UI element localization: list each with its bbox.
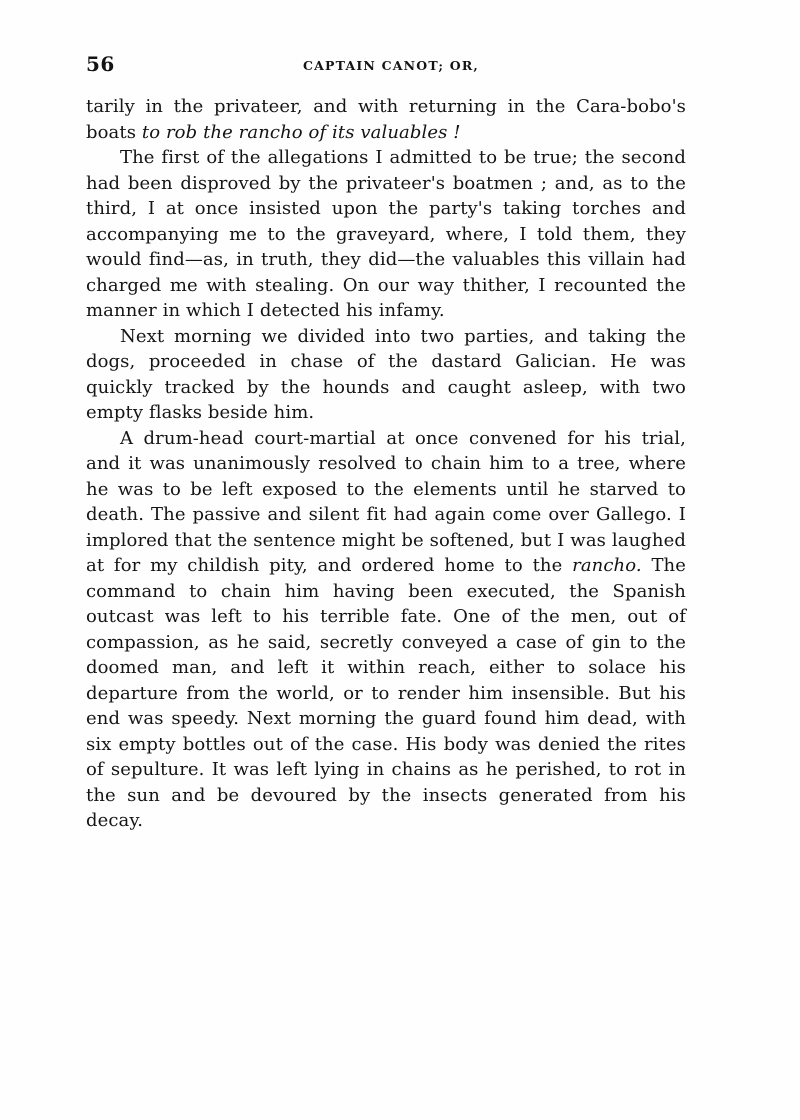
running-head [86, 52, 686, 82]
text-segment: tarily in the privateer, and with returning in the Cara-bobo's boats [86, 96, 686, 143]
paragraph-court-martial [86, 426, 686, 834]
paragraph-allegations [86, 145, 686, 324]
paragraph-chase [86, 324, 686, 426]
body-text [86, 94, 686, 834]
page-number: 56 [86, 52, 115, 76]
italic-text-segment: to rob the rancho of its valuables ! [141, 121, 461, 143]
text-segment: The command to chain him having been executed, the Spanish outcast was left to his terrible fate. One of the men, out of compassion, as he said, secretly conveyed a case of gin to the doomed man, and left it within reach, either to solace his departure from the world, or to render him insensible. But his end was speedy. Next morning the guard found him dead, with six empty bottles out of the case. His body was denied the rites of sepulture. It was left lying in chains as he perished, to rot in the sun and be devoured by the insects generated from his decay. [86, 555, 686, 831]
text-segment: Next morning we divided into two parties, and taking the dogs, proceeded in chase of the dastard Galician. He was quickly tracked by the hounds and caught asleep, with two empty flasks beside him. [86, 325, 686, 423]
italic-text-segment: rancho. [572, 555, 642, 576]
paragraph-continuation [86, 94, 686, 145]
running-title: CAPTAIN CANOT; OR, [302, 58, 479, 73]
text-segment: A drum-head court-martial at once convened for his trial, and it was unanimously resolved to chain him to a tree, where he was to be left exposed to the elements until he starved to death. The passive and silent fit had again come over Gallego. I implored that the sentence might be softened, but I was laughed at for my childish pity, and ordered home to the [86, 427, 686, 576]
text-segment: The first of the allegations I admitted to be true; the second had been disproved by the privateer's boatmen ; and, as to the third, I at once insisted upon the party's taking torches and accompanying me to the graveyard, where, I told them, they would find—as, in truth, they did—the valuables this villain had charged me with stealing. On our way thither, I recounted the manner in which I detected his infamy. [86, 147, 686, 321]
